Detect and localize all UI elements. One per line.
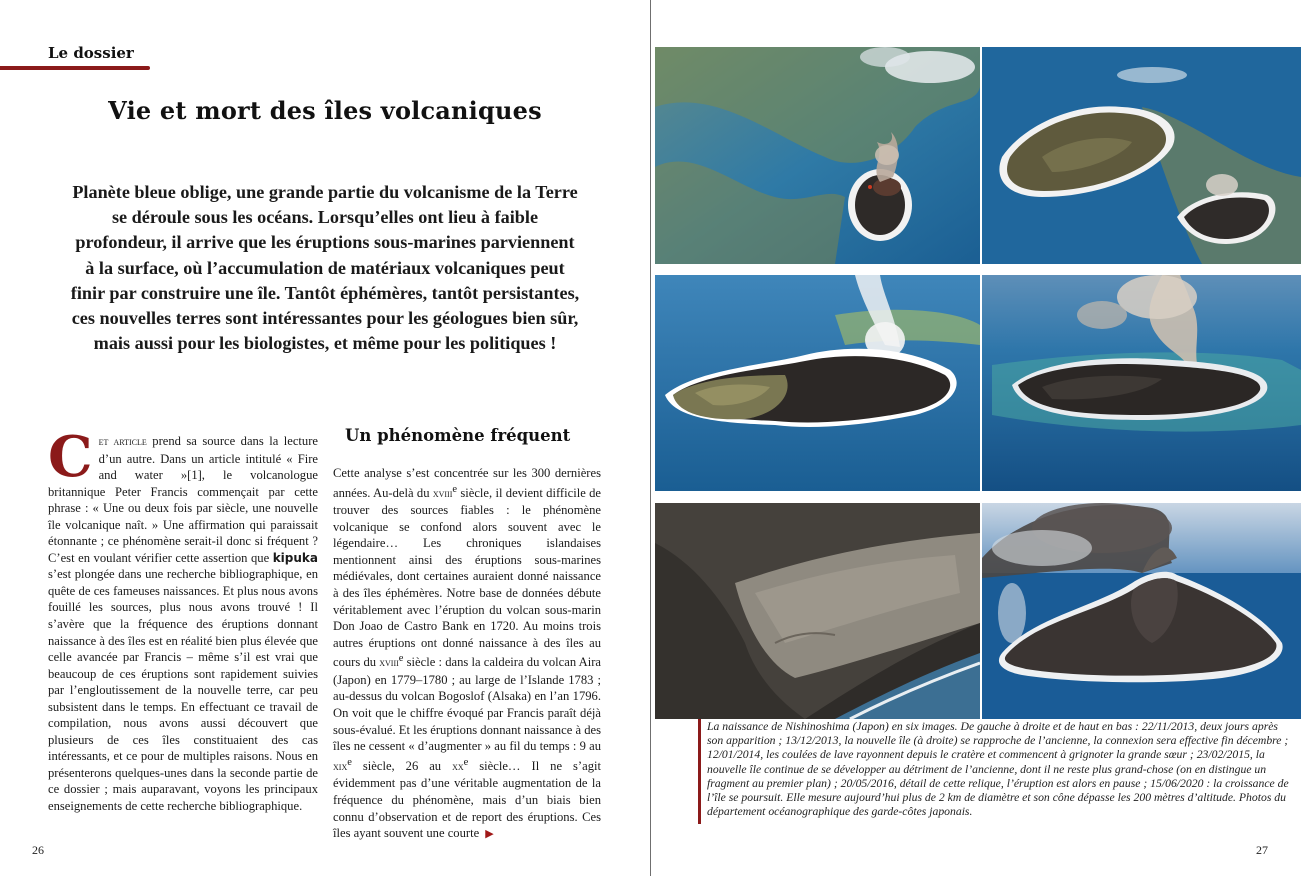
paragraph-text: siècle, 26 au xyxy=(351,758,453,773)
photo-2013-11-22 xyxy=(655,47,980,264)
photo-2014-01-12 xyxy=(655,275,980,491)
body-column-2 xyxy=(333,465,601,843)
photo-caption: La naissance de Nishinoshima (Japon) en six images. De gauche à droite et de haut en bas : 22/11/2013, deux jours après son apparition ; 13/12/2013, la nouvelle île (à droite) se rapproche de l’ancienne, la connexion sera effective fin décembre ; 12/01/2014, les coulées de lave rayonnent depuis le cratère et commencent à grignoter la grande sœur ; 23/02/2015, la nouvelle île continue de se développer au détriment de l’ancienne, dont il ne reste plus grand-chose (on en distingue un fragment au premier plan) ; 20/05/2016, détail de cette relique, l’éruption est alors en pause ; 15/06/2020 : la croissance de l’île se poursuit. Elle mesure aujourd’hui plus de 2 km de diamètre et son cône dépasse les 200 mètres d’altitude. Photos du département océanographique des garde-côtes japonais. xyxy=(707,720,1289,819)
paragraph-text: siècle, il devient difficile de trouver des sources fiables : le phénomène volcanique se confond alors souvent avec le légendaire… Les chroniques islandaises mentionnent ainsi des éruptions sous-marines médiévales, dont certaines auraient donné naissance à des îles éphémères. Notre base de données débute véritablement avec l’éruption du volcan sous-marin Don Joao de Castro Bank en 1720. Au moins trois autres éruptions ont donné naissance à des îles au cours du xyxy=(333,485,601,670)
photo-2020-06-15 xyxy=(982,503,1301,719)
kicker-rule xyxy=(0,66,150,70)
paragraph-text: s’est plongée dans une recherche bibliographique, en quête de ces fameuses naissances. Et plus nous avons fouillé les sources, plus nous avons trouvé ! Il s’avère que la fréquence des éruptions donnant naissance à des îles est en réalité bien plus élevée que celle avancée par Francis – même s’il est vrai que beaucoup de ces éruptions sont rapidement suivies par l’engloutissement de la nouvelle terre, car peu subsistent dans le temps. En effectuant ce travail de compilation, nous avons aussi découvert que plusieurs de ces îles constituaient des cas intéressants, et ce pour de multiples raisons. Nous en présenterons quelques-unes dans la seconde partie de ce dossier ; mais auparavant, voyons les principaux enseignements de cette recherche bibliographique. xyxy=(48,567,318,814)
photo-2016-05-20 xyxy=(655,503,980,719)
paragraph-text: Cette analyse s’est concentrée sur les 300 dernières années. Au-delà du xyxy=(333,466,601,500)
magazine-name: kipuka xyxy=(272,550,318,565)
photo-2013-12-13 xyxy=(982,47,1301,264)
century-numeral: xviii xyxy=(379,657,399,670)
paragraph-text: prend sa source dans la lecture d’un autre. Dans un article intitulé « Fire and water »[1], le volcanologue britannique Peter Francis commençait par cette phrase : « Une ou deux fois par siècle, une nouvelle île volcanique naît. » Une affirmation qui paraissait étonnante ; ce phénomène serait-il donc si fréquent ? C’est en voulant vérifier cette assertion que xyxy=(48,434,318,565)
page-number: 27 xyxy=(1256,843,1268,857)
caption-rule xyxy=(698,719,701,824)
ordinal-suffix: e xyxy=(452,483,458,495)
section-kicker: Le dossier xyxy=(48,44,134,62)
right-page xyxy=(651,0,1301,876)
century-numeral: xx xyxy=(452,760,464,773)
drop-cap: C xyxy=(48,424,93,490)
continue-arrow-icon: ▶ xyxy=(485,828,494,841)
article-lede: Planète bleue oblige, une grande partie du volcanisme de la Terre se déroule sous les océans. Lorsqu’elles ont lieu à faible profondeur, il arrive que les éruptions sous-marines parviennent à la surface, où l’accumulation de matériaux volcaniques peut finir par construire une île. Tantôt éphémères, tantôt persistantes, ces nouvelles terres sont intéressantes pour les géologues bien sûr, mais aussi pour les biologistes, et même pour les politiques ! xyxy=(70,182,580,354)
page-number: 26 xyxy=(32,843,44,857)
ordinal-suffix: e xyxy=(347,756,352,768)
century-numeral: xix xyxy=(333,760,348,773)
lead-in-smallcaps: et article xyxy=(98,436,147,448)
left-page xyxy=(0,0,650,876)
photo-2015-02-23 xyxy=(982,275,1301,491)
paragraph-text: siècle… Il ne s’agit évidemment pas d’une véritable augmentation de la fréquence du phénomène, mais d’un biais bien connu d’observation et de report des éruptions. Ces îles ayant souvent une courte xyxy=(333,758,601,841)
ordinal-suffix: e xyxy=(398,653,404,665)
paragraph-text: siècle : dans la caldeira du volcan Aira (Japon) en 1779–1780 ; au large de l’Islande 1783 ; au-dessus du volcan Bogoslof (Alsaka) en l’an 1796. On voit que le chiffre évoqué par Francis paraît déjà sous-évalué. Et les éruptions donnant naissance à des îles ne cessent « d’augmenter » au fil du temps : 9 au xyxy=(333,655,601,754)
ordinal-suffix: e xyxy=(463,756,469,768)
century-numeral: xviii xyxy=(432,487,453,500)
body-column-1 xyxy=(48,424,318,815)
article-title: Vie et mort des îles volcaniques xyxy=(108,96,542,125)
section-subhead: Un phénomène fréquent xyxy=(345,426,571,445)
